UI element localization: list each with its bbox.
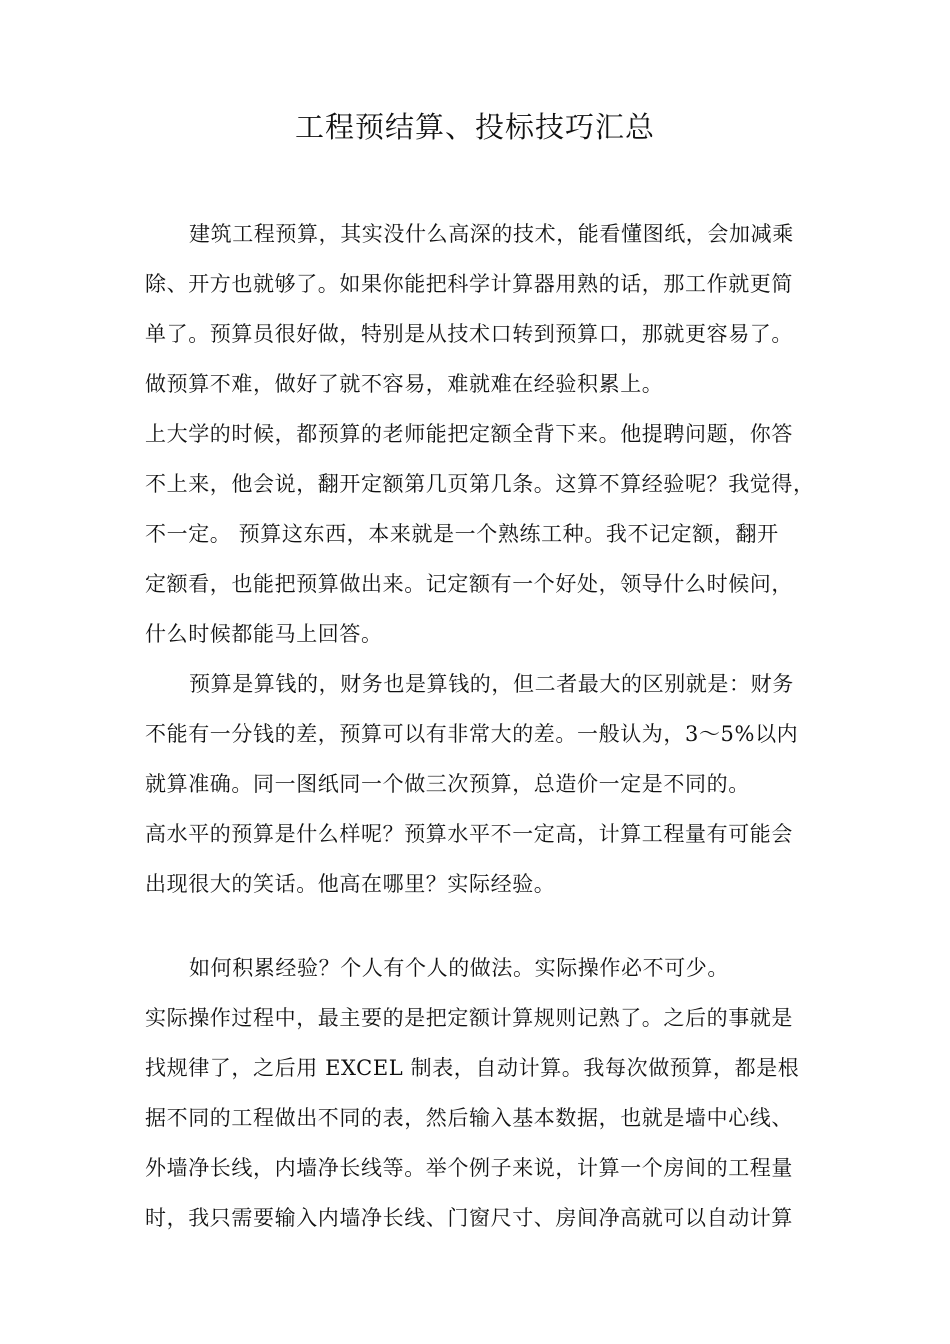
paragraph-line: 就算准确。同一图纸同一个做三次预算，总造价一定是不同的。 — [145, 772, 750, 796]
paragraph-line: 预算是算钱的，财务也是算钱的，但二者最大的区别就是：财务 — [189, 672, 794, 696]
paragraph-line: 时，我只需要输入内墙净长线、门窗尺寸、房间净高就可以自动计算 — [145, 1206, 793, 1230]
paragraph-line: 高水平的预算是什么样呢？预算水平不一定高，计算工程量有可能会 — [145, 822, 793, 846]
paragraph-spacer — [145, 909, 809, 943]
paragraph-line: 建筑工程预算，其实没什么高深的技术，能看懂图纸，会加减乘 — [189, 222, 794, 246]
paragraph-line: 外墙净长线，内墙净长线等。举个例子来说，计算一个房间的工程量 — [145, 1156, 793, 1180]
paragraph-line: 实际操作过程中，最主要的是把定额计算规则记熟了。之后的事就是 — [145, 1006, 793, 1030]
paragraph-line: 单了。预算员很好做，特别是从技术口转到预算口，那就更容易了。 — [145, 322, 793, 346]
paragraph-line: 做预算不难，做好了就不容易，难就难在经验积累上。 — [145, 372, 664, 396]
paragraph-line: 不一定。 预算这东西，本来就是一个熟练工种。我不记定额，翻开 — [145, 522, 779, 546]
paragraph-line: 出现很大的笑话。他高在哪里？实际经验。 — [145, 872, 556, 896]
paragraph-line: 除、开方也就够了。如果你能把科学计算器用熟的话，那工作就更简 — [145, 272, 793, 296]
paragraph-line: 如何积累经验？个人有个人的做法。实际操作必不可少。 — [189, 956, 729, 980]
document-body — [145, 209, 815, 1243]
paragraph-line: 定额看，也能把预算做出来。记定额有一个好处，领导什么时候问， — [145, 572, 793, 596]
paragraph-line: 找规律了，之后用 EXCEL 制表，自动计算。我每次做预算，都是根 — [145, 1056, 800, 1080]
paragraph-line: 不能有一分钱的差，预算可以有非常大的差。一般认为，3～5%以内 — [145, 722, 799, 746]
paragraph-line: 什么时候都能马上回答。 — [145, 622, 383, 646]
paragraph-line: 据不同的工程做出不同的表，然后输入基本数据，也就是墙中心线、 — [145, 1106, 793, 1130]
paragraph-line: 不上来，他会说，翻开定额第几页第几条。这算不算经验呢？我觉得， — [145, 472, 815, 496]
document-title: 工程预结算、投标技巧汇总 — [294, 110, 655, 144]
paragraph-line: 上大学的时候，都预算的老师能把定额全背下来。他提聘问题，你答 — [145, 422, 793, 446]
